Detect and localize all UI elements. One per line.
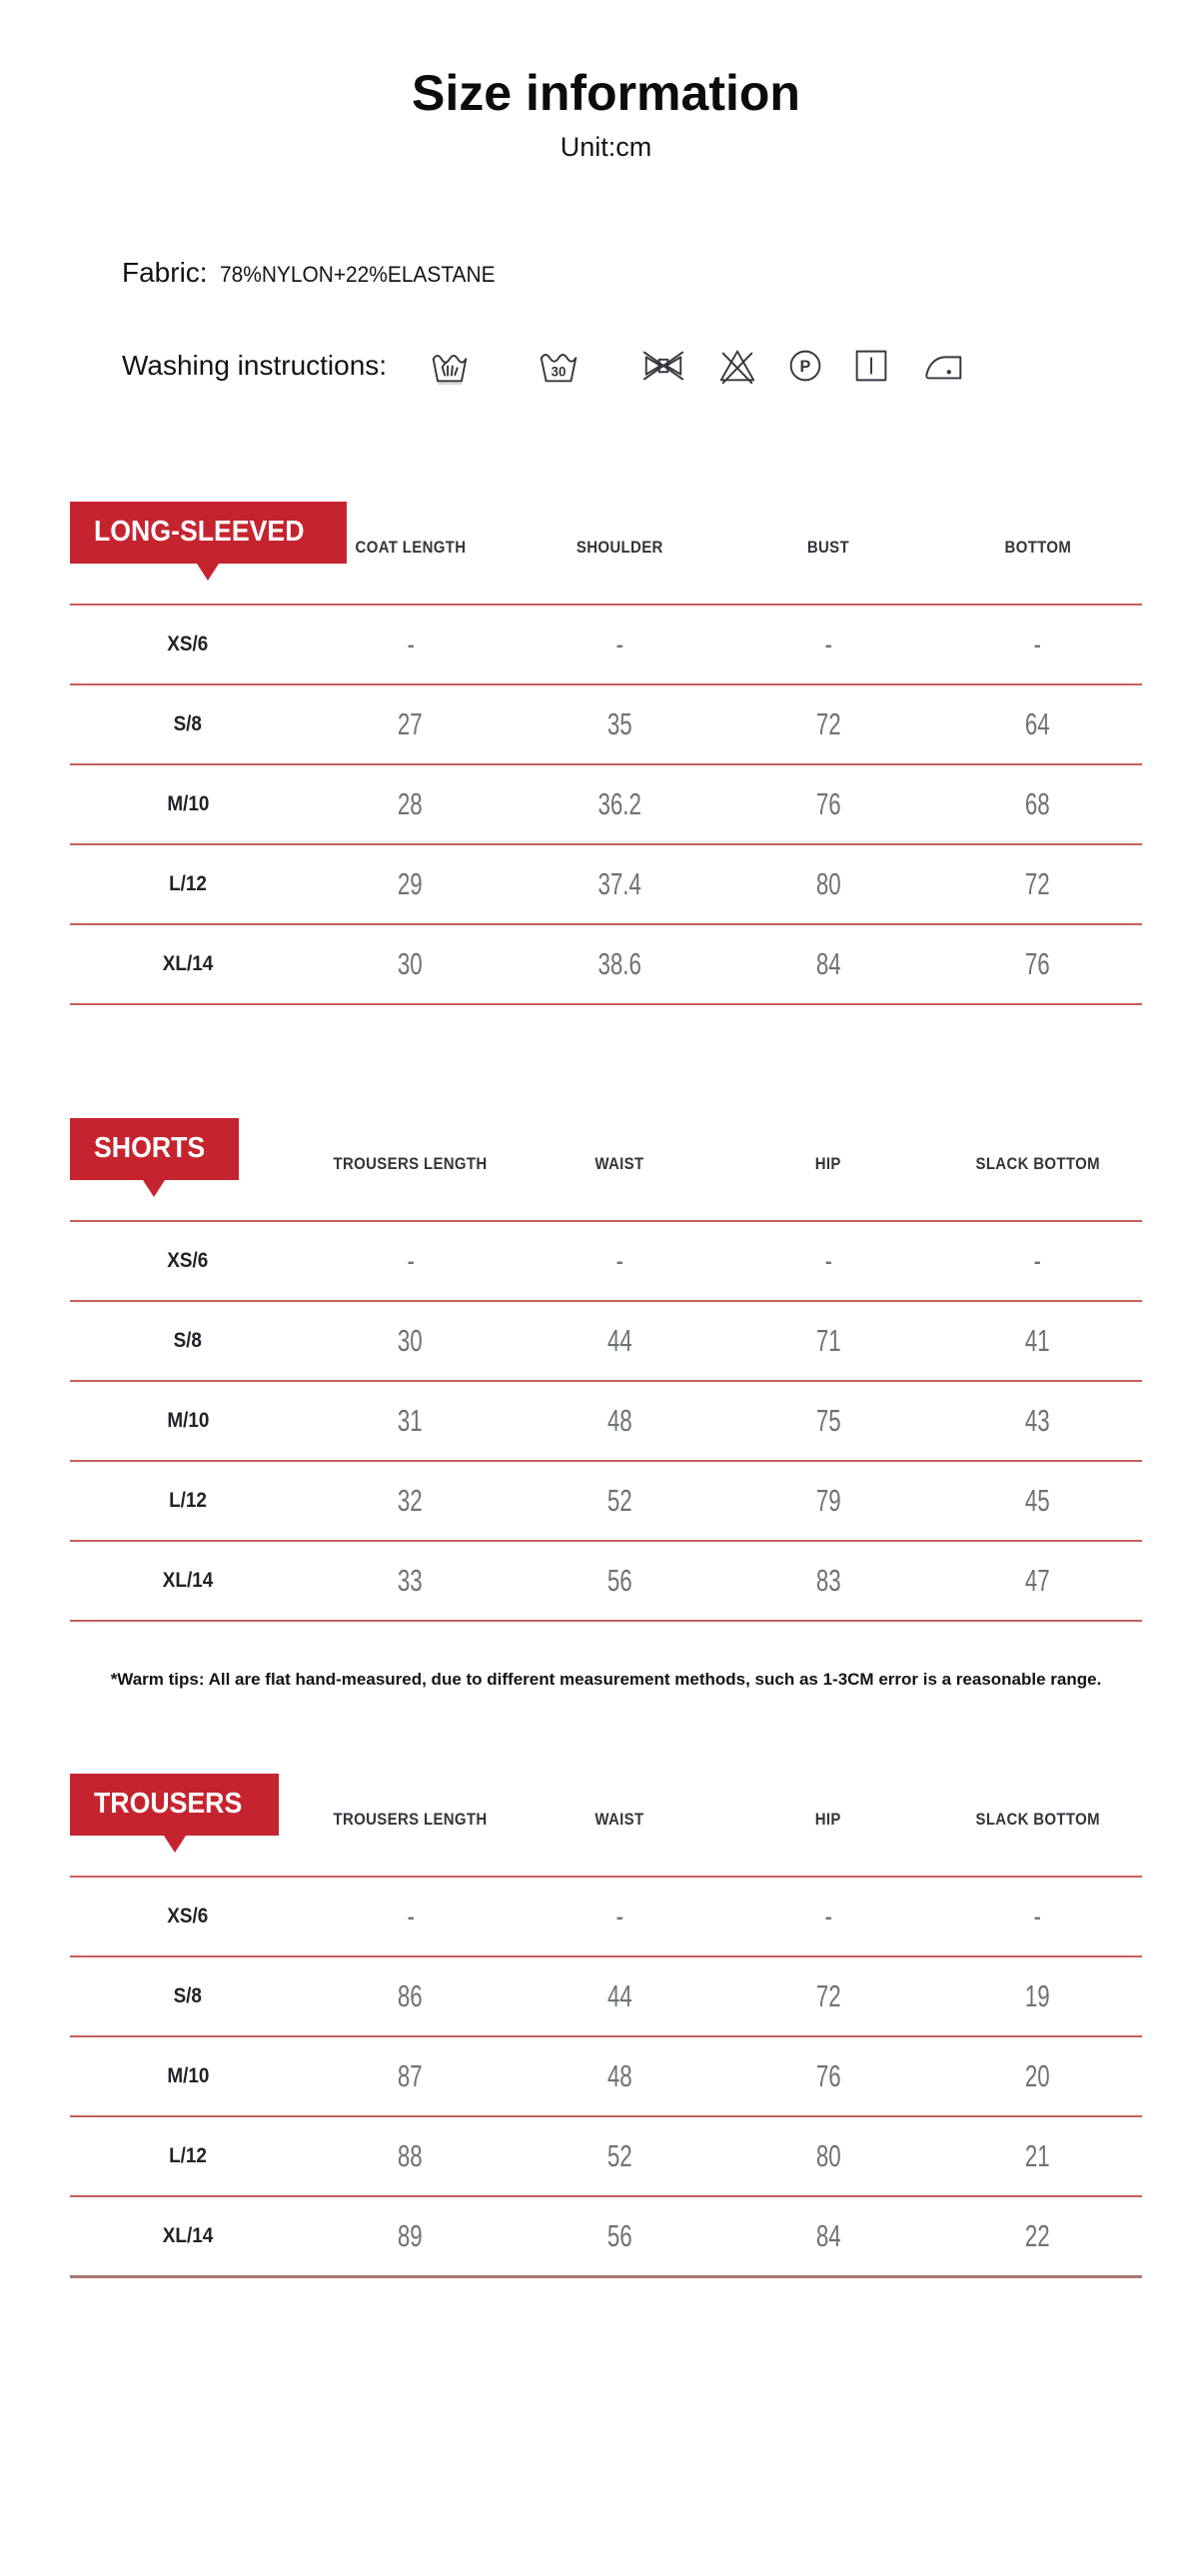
value-cell — [306, 684, 515, 764]
section-ribbon — [70, 1774, 279, 1836]
cell-value: 75 — [815, 1403, 841, 1438]
column-header — [933, 1118, 1142, 1221]
value-cell — [724, 1541, 933, 1621]
size-cell — [70, 1301, 306, 1381]
value-cell — [724, 1221, 933, 1301]
value-cell — [515, 1301, 723, 1381]
cell-value: 56 — [606, 1563, 632, 1598]
column-header-label: SLACK BOTTOM — [975, 1810, 1100, 1829]
cell-value: 31 — [398, 1403, 424, 1438]
cell-value: 22 — [1024, 2217, 1050, 2253]
value-cell — [724, 924, 933, 1004]
do-not-wring-icon — [640, 343, 686, 389]
cell-value: 64 — [1024, 706, 1050, 741]
size-cell — [70, 1381, 306, 1461]
cell-value: 76 — [815, 786, 841, 821]
size-label: XS/6 — [167, 1249, 209, 1272]
cell-value: 72 — [1024, 866, 1050, 901]
column-header-label: WAIST — [594, 1810, 644, 1829]
size-label: M/10 — [167, 1409, 210, 1432]
cell-value: 52 — [606, 2138, 632, 2173]
size-label: M/10 — [167, 792, 210, 815]
cell-value: 52 — [606, 1483, 632, 1518]
upper-tables — [70, 502, 1142, 1622]
column-header-label: TROUSERS LENGTH — [333, 1810, 488, 1829]
cell-value: 80 — [815, 866, 841, 901]
cell-value: 44 — [606, 1323, 632, 1358]
column-header — [724, 502, 933, 605]
value-cell — [933, 844, 1142, 924]
cell-value: 84 — [815, 2217, 841, 2253]
fabric-row — [122, 257, 1142, 289]
page-title: Size information — [412, 65, 800, 121]
size-label: S/8 — [173, 1329, 203, 1352]
cell-value: 36.2 — [597, 786, 641, 821]
cell-value: - — [1033, 627, 1042, 661]
value-cell — [306, 764, 515, 844]
table-row — [70, 1221, 1142, 1301]
size-label: XS/6 — [167, 633, 209, 655]
value-cell — [724, 1381, 933, 1461]
cell-value: 88 — [398, 2138, 424, 2173]
cell-value: 72 — [815, 706, 841, 741]
value-cell — [306, 2196, 515, 2276]
value-cell — [933, 924, 1142, 1004]
cell-value: 30 — [398, 946, 424, 981]
cell-value: 43 — [1024, 1403, 1050, 1438]
column-header — [933, 502, 1142, 605]
table-body — [70, 1877, 1142, 2276]
value-cell — [933, 1301, 1142, 1381]
cell-value: 44 — [606, 1978, 632, 2013]
do-not-bleach-icon — [716, 343, 758, 389]
table-row — [70, 2036, 1142, 2116]
table-row — [70, 684, 1142, 764]
value-cell — [306, 1221, 515, 1301]
value-cell — [515, 1541, 723, 1621]
cell-value: - — [615, 1243, 623, 1278]
value-cell — [515, 1956, 723, 2036]
value-cell — [724, 1301, 933, 1381]
fabric-value: 78%NYLON+22%ELASTANE — [219, 262, 496, 287]
size-label: L/12 — [169, 2144, 207, 2167]
size-label: S/8 — [173, 1984, 203, 2007]
value-cell — [306, 1877, 515, 1956]
dry-clean-letter: P — [799, 357, 811, 376]
table-row — [70, 924, 1142, 1004]
ribbon-label: LONG-SLEEVED — [94, 516, 305, 548]
cell-value: 27 — [398, 706, 424, 741]
value-cell — [515, 2036, 723, 2116]
cell-value: 84 — [815, 946, 841, 981]
value-cell — [724, 2036, 933, 2116]
value-cell — [306, 1541, 515, 1621]
column-header-label: HIP — [815, 1154, 842, 1173]
value-cell — [933, 764, 1142, 844]
table-body — [70, 1221, 1142, 1621]
ribbon-cell — [70, 502, 306, 605]
cell-value: 87 — [398, 2058, 424, 2093]
ribbon-label: SHORTS — [94, 1132, 206, 1164]
wash-30-icon — [535, 343, 583, 389]
value-cell — [724, 1877, 933, 1956]
cell-value: 20 — [1024, 2058, 1050, 2093]
cell-value: 38.6 — [597, 946, 641, 981]
size-table — [70, 502, 1142, 1005]
column-header-label: TROUSERS LENGTH — [333, 1154, 488, 1173]
value-cell — [515, 684, 723, 764]
value-cell — [515, 764, 723, 844]
cell-value: - — [824, 627, 832, 661]
size-cell — [70, 684, 306, 764]
cell-value: 28 — [398, 786, 424, 821]
value-cell — [515, 1381, 723, 1461]
column-header-label: COAT LENGTH — [355, 538, 467, 557]
value-cell — [515, 924, 723, 1004]
value-cell — [933, 1877, 1142, 1956]
value-cell — [724, 844, 933, 924]
size-cell — [70, 1541, 306, 1621]
washing-instructions-label: Washing instructions: — [122, 350, 388, 381]
table-row — [70, 1461, 1142, 1541]
value-cell — [724, 605, 933, 684]
section-ribbon — [70, 502, 347, 564]
ribbon-label: TROUSERS — [94, 1788, 243, 1820]
warm-tips: *Warm tips: All are flat hand-measured, due to different measurement methods, such as 1-3CM error is a reasonable range. — [110, 1670, 1102, 1689]
value-cell — [515, 1877, 723, 1956]
value-cell — [306, 1301, 515, 1381]
cell-value: 71 — [815, 1323, 841, 1358]
value-cell — [933, 1461, 1142, 1541]
cell-value: 30 — [398, 1323, 424, 1358]
value-cell — [515, 1461, 723, 1541]
value-cell — [515, 2196, 723, 2276]
value-cell — [933, 2036, 1142, 2116]
value-cell — [306, 605, 515, 684]
table-row — [70, 2196, 1142, 2276]
size-cell — [70, 1877, 306, 1956]
cell-value: 76 — [1024, 946, 1050, 981]
value-cell — [515, 1221, 723, 1301]
table-row — [70, 1541, 1142, 1621]
section-ribbon — [70, 1118, 239, 1180]
table-row — [70, 1381, 1142, 1461]
cell-value: - — [406, 627, 415, 661]
cell-value: 32 — [398, 1483, 424, 1518]
size-cell — [70, 1221, 306, 1301]
table-row — [70, 1956, 1142, 2036]
size-table — [70, 1118, 1142, 1622]
value-cell — [933, 2116, 1142, 2196]
value-cell — [724, 2116, 933, 2196]
column-header — [515, 1774, 723, 1877]
value-cell — [933, 1541, 1142, 1621]
size-label: XL/14 — [162, 952, 214, 975]
size-label: M/10 — [167, 2064, 210, 2087]
value-cell — [515, 605, 723, 684]
column-header-label: BOTTOM — [1004, 538, 1071, 557]
value-cell — [306, 2116, 515, 2196]
size-label: XL/14 — [162, 2223, 214, 2247]
table-body — [70, 605, 1142, 1004]
cell-value: 37.4 — [597, 866, 641, 901]
column-header — [933, 1774, 1142, 1877]
column-header-label: SLACK BOTTOM — [975, 1154, 1100, 1173]
value-cell — [933, 1221, 1142, 1301]
value-cell — [724, 684, 933, 764]
fabric-label: Fabric: — [122, 257, 208, 288]
column-header-label: SHOULDER — [576, 538, 663, 557]
size-information-page — [0, 64, 1182, 2318]
value-cell — [933, 1956, 1142, 2036]
cell-value: - — [406, 1243, 415, 1278]
cell-value: 72 — [815, 1978, 841, 2013]
header-row — [70, 1774, 1142, 1877]
value-cell — [306, 924, 515, 1004]
value-cell — [933, 1381, 1142, 1461]
hand-wash-icon — [427, 343, 473, 389]
cell-value: 47 — [1024, 1563, 1050, 1598]
table-row — [70, 844, 1142, 924]
iron-low-heat-icon — [921, 343, 967, 389]
cell-value: 21 — [1024, 2138, 1050, 2173]
size-cell — [70, 2036, 306, 2116]
dry-clean-p-icon — [785, 343, 825, 389]
column-header-label: WAIST — [594, 1154, 644, 1173]
size-cell — [70, 1461, 306, 1541]
cell-value: 56 — [606, 2217, 632, 2253]
value-cell — [515, 844, 723, 924]
value-cell — [515, 2116, 723, 2196]
cell-value: 89 — [398, 2217, 424, 2253]
washing-instructions-row — [122, 343, 1142, 389]
cell-value: 80 — [815, 2138, 841, 2173]
cell-value: 35 — [606, 706, 632, 741]
cell-value: 83 — [815, 1563, 841, 1598]
header-row — [70, 1118, 1142, 1221]
cell-value: - — [406, 1899, 415, 1933]
cell-value: - — [1033, 1899, 1042, 1933]
cell-value: 29 — [398, 866, 424, 901]
size-label: L/12 — [169, 872, 207, 895]
table-row — [70, 1877, 1142, 1956]
value-cell — [306, 1381, 515, 1461]
column-header-label: HIP — [815, 1810, 842, 1829]
value-cell — [306, 1461, 515, 1541]
value-cell — [724, 1956, 933, 2036]
size-label: S/8 — [173, 712, 203, 735]
table-row — [70, 605, 1142, 684]
cell-value: 48 — [606, 1403, 632, 1438]
cell-value: 86 — [398, 1978, 424, 2013]
cell-value: 68 — [1024, 786, 1050, 821]
cell-value: 45 — [1024, 1483, 1050, 1518]
column-header-label: BUST — [807, 538, 850, 557]
value-cell — [724, 2196, 933, 2276]
cell-value: 33 — [398, 1563, 424, 1598]
table-row — [70, 2116, 1142, 2196]
value-cell — [933, 684, 1142, 764]
value-cell — [306, 844, 515, 924]
table-row — [70, 1301, 1142, 1381]
column-header — [306, 1118, 515, 1221]
size-cell — [70, 2196, 306, 2276]
ribbon-cell — [70, 1118, 306, 1221]
cell-value: 79 — [815, 1483, 841, 1518]
cell-value: - — [824, 1243, 832, 1278]
size-cell — [70, 924, 306, 1004]
cell-value: - — [615, 1899, 623, 1933]
cell-value: 48 — [606, 2058, 632, 2093]
cell-value: 19 — [1024, 1978, 1050, 2013]
size-cell — [70, 1956, 306, 2036]
value-cell — [933, 605, 1142, 684]
wash-temperature: 30 — [551, 364, 567, 380]
size-label: XL/14 — [162, 1569, 214, 1592]
size-cell — [70, 605, 306, 684]
cell-value: - — [1033, 1243, 1042, 1278]
size-cell — [70, 2116, 306, 2196]
size-label: XS/6 — [167, 1905, 209, 1928]
table-row — [70, 764, 1142, 844]
drip-dry-icon — [852, 343, 890, 389]
column-header — [515, 502, 723, 605]
value-cell — [724, 1461, 933, 1541]
header-row — [70, 502, 1142, 605]
cell-value: - — [615, 627, 623, 661]
value-cell — [306, 1956, 515, 2036]
cell-value: - — [824, 1899, 832, 1933]
size-label: L/12 — [169, 1489, 207, 1512]
lower-tables — [70, 1774, 1142, 2278]
column-header — [515, 1118, 723, 1221]
cell-value: 76 — [815, 2058, 841, 2093]
value-cell — [306, 2036, 515, 2116]
size-cell — [70, 844, 306, 924]
size-cell — [70, 764, 306, 844]
value-cell — [724, 764, 933, 844]
ribbon-cell — [70, 1774, 306, 1877]
size-table — [70, 1774, 1142, 2278]
cell-value: 41 — [1024, 1323, 1050, 1358]
unit-label: Unit:cm — [560, 132, 652, 162]
column-header — [724, 1118, 933, 1221]
column-header — [724, 1774, 933, 1877]
column-header — [306, 1774, 515, 1877]
value-cell — [933, 2196, 1142, 2276]
